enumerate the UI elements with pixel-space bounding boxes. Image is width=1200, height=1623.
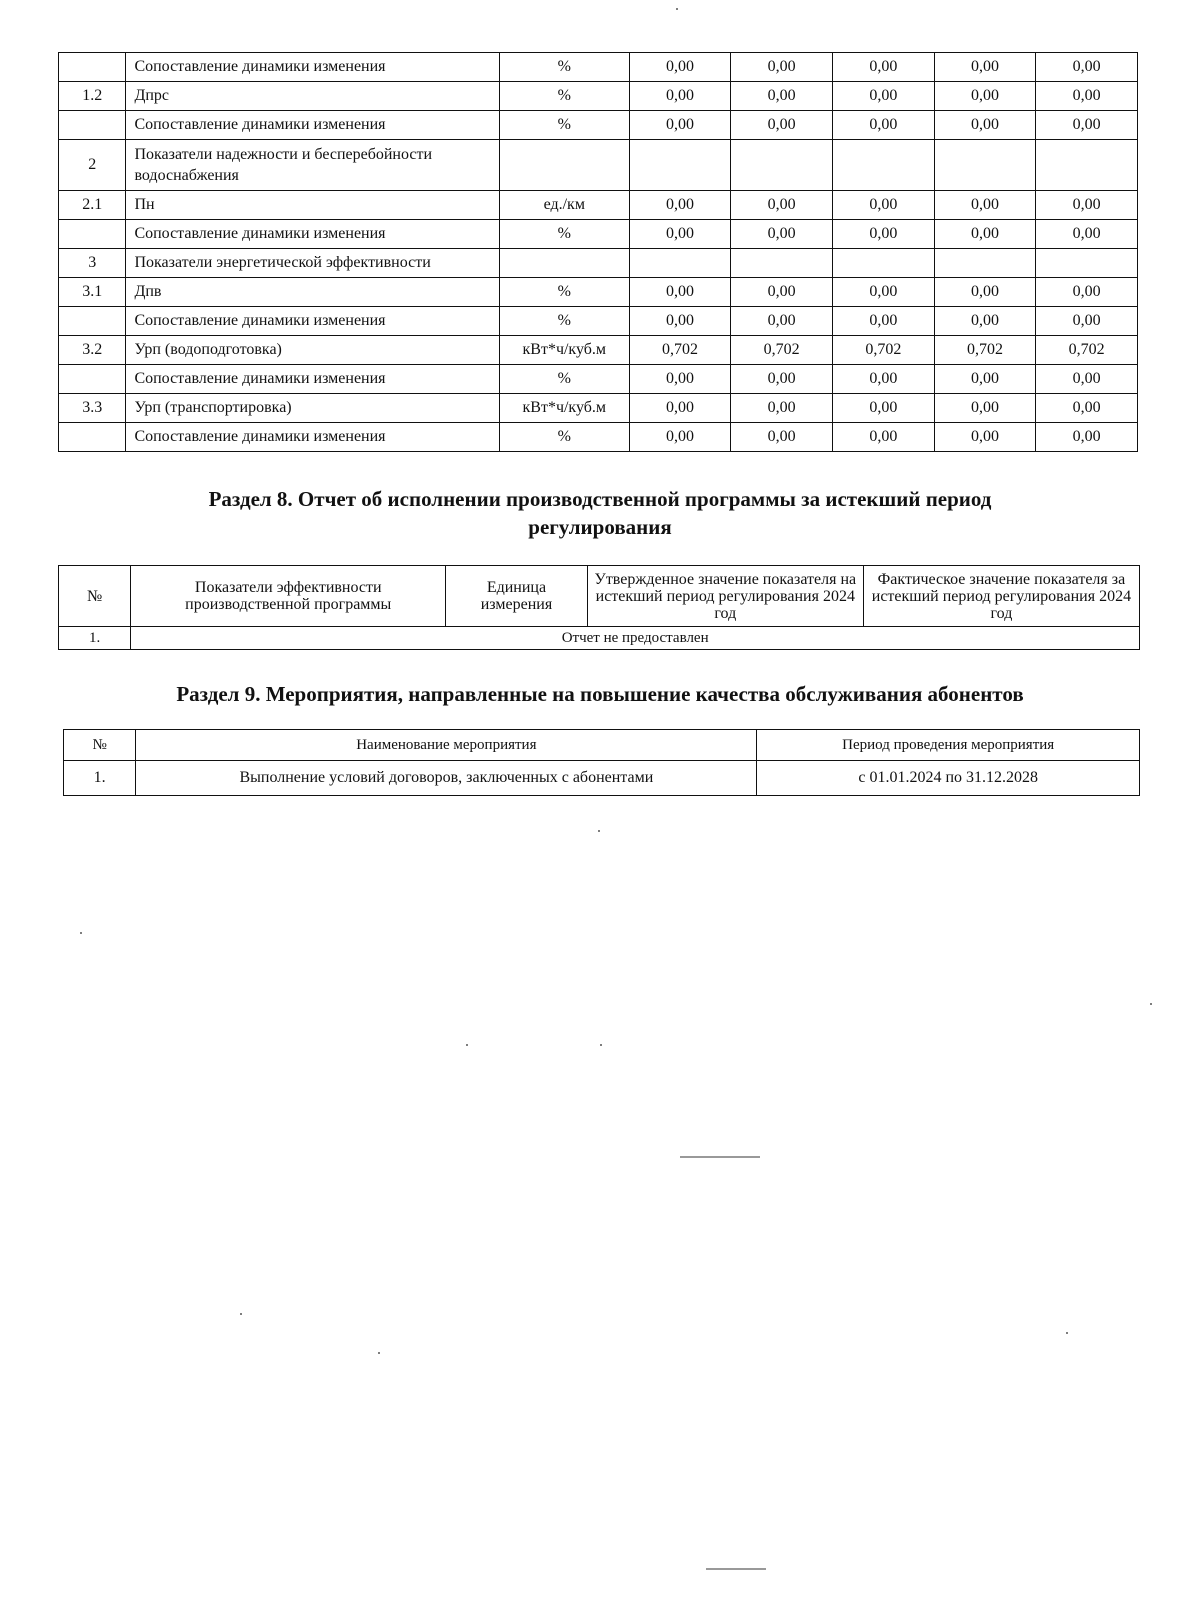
row-value: 0,00 xyxy=(629,394,731,423)
table-row xyxy=(59,278,1138,307)
row-value: 0,00 xyxy=(629,365,731,394)
scan-speck xyxy=(1150,1003,1152,1005)
row-value: 0,00 xyxy=(833,365,935,394)
row-unit xyxy=(499,249,629,278)
scan-speck xyxy=(676,8,678,10)
row-value: 0,00 xyxy=(934,394,1036,423)
row-value: 0,00 xyxy=(629,53,731,82)
row-unit: % xyxy=(499,307,629,336)
row-value: 0,00 xyxy=(731,278,833,307)
row-indicator-name: Сопоставление динамики изменения xyxy=(126,423,499,452)
row-value: 0,00 xyxy=(731,307,833,336)
header-unit: Единица измерения xyxy=(446,566,588,627)
row-value: 0,00 xyxy=(833,278,935,307)
row-value xyxy=(731,249,833,278)
row-value: 0,702 xyxy=(1036,336,1138,365)
row-value: 0,00 xyxy=(731,111,833,140)
row-num: 3 xyxy=(59,249,126,278)
row-value: 0,00 xyxy=(833,82,935,111)
row-value: 0,702 xyxy=(629,336,731,365)
row-value xyxy=(833,249,935,278)
row-value xyxy=(934,249,1036,278)
row-value: 0,00 xyxy=(629,82,731,111)
table-row xyxy=(59,191,1138,220)
row-value: 0,00 xyxy=(731,394,833,423)
row-indicator-name: Показатели надежности и бесперебойности водоснабжения xyxy=(126,140,499,191)
row-value xyxy=(731,140,833,191)
header-period: Период проведения мероприятия xyxy=(757,730,1140,761)
row-value: 0,00 xyxy=(1036,191,1138,220)
row-value: 0,00 xyxy=(731,423,833,452)
row-unit: % xyxy=(499,278,629,307)
row-value: 0,702 xyxy=(731,336,833,365)
row-value: 0,00 xyxy=(629,191,731,220)
table-row xyxy=(59,627,1140,650)
row-unit: % xyxy=(499,111,629,140)
row-value: 0,00 xyxy=(1036,394,1138,423)
row-value: 0,00 xyxy=(1036,220,1138,249)
table-row xyxy=(59,365,1138,394)
indicators-table-body xyxy=(59,53,1138,452)
row-unit: кВт*ч/куб.м xyxy=(499,336,629,365)
row-value: 0,00 xyxy=(833,394,935,423)
row-value xyxy=(833,140,935,191)
scan-speck xyxy=(598,830,600,832)
table-row xyxy=(59,220,1138,249)
row-value: 0,00 xyxy=(833,53,935,82)
section-8-heading: Раздел 8. Отчет об исполнении производственной программы за истекший период регулирования xyxy=(208,487,992,539)
row-value: 0,00 xyxy=(1036,365,1138,394)
row-value xyxy=(1036,140,1138,191)
row-value: 0,00 xyxy=(833,423,935,452)
table-row xyxy=(59,394,1138,423)
row-value: 0,00 xyxy=(731,365,833,394)
row-value: 0,00 xyxy=(934,191,1036,220)
row-num: 1. xyxy=(59,627,131,650)
scan-speck xyxy=(378,1352,380,1354)
table-row xyxy=(59,140,1138,191)
row-value: 0,00 xyxy=(934,53,1036,82)
row-unit xyxy=(499,140,629,191)
row-value: 0,00 xyxy=(629,278,731,307)
row-value: 0,00 xyxy=(833,191,935,220)
row-indicator-name: Показатели энергетической эффективности xyxy=(126,249,499,278)
scan-speck xyxy=(600,1044,602,1046)
row-num xyxy=(59,423,126,452)
row-num xyxy=(59,365,126,394)
row-unit: % xyxy=(499,365,629,394)
section-9-header-row xyxy=(64,730,1140,761)
scan-speck xyxy=(80,932,82,934)
row-value: 0,00 xyxy=(934,423,1036,452)
row-indicator-name: Дпрс xyxy=(126,82,499,111)
indicators-table xyxy=(58,52,1138,452)
section-9-heading: Раздел 9. Мероприятия, направленные на повышение качества обслуживания абонентов xyxy=(176,682,1024,706)
section-8-table xyxy=(58,565,1140,650)
table-row xyxy=(59,82,1138,111)
scan-speck xyxy=(1066,1332,1068,1334)
row-num xyxy=(59,111,126,140)
row-num: 1.2 xyxy=(59,82,126,111)
scan-speck xyxy=(240,1313,242,1315)
row-value: 0,00 xyxy=(731,220,833,249)
row-unit: % xyxy=(499,53,629,82)
row-value: 0,00 xyxy=(1036,278,1138,307)
row-value: 0,00 xyxy=(934,111,1036,140)
row-value: 0,00 xyxy=(731,82,833,111)
row-value xyxy=(629,140,731,191)
row-value: 0,00 xyxy=(1036,111,1138,140)
row-num xyxy=(59,53,126,82)
scan-streak xyxy=(706,1568,766,1570)
row-num: 2.1 xyxy=(59,191,126,220)
scan-streak xyxy=(680,1156,760,1158)
row-num xyxy=(59,220,126,249)
row-value: 0,00 xyxy=(731,53,833,82)
row-text: Отчет не предоставлен xyxy=(131,627,1140,650)
row-value: 0,00 xyxy=(629,307,731,336)
row-value: 0,00 xyxy=(1036,307,1138,336)
row-value: 0,00 xyxy=(934,365,1036,394)
row-value: 0,00 xyxy=(629,220,731,249)
row-num: 1. xyxy=(64,761,136,796)
row-indicator-name: Сопоставление динамики изменения xyxy=(126,307,499,336)
header-approved: Утвержденное значение показателя на истекший период регулирования 2024 год xyxy=(587,566,863,627)
row-name: Выполнение условий договоров, заключенных с абонентами xyxy=(136,761,757,796)
row-indicator-name: Сопоставление динамики изменения xyxy=(126,53,499,82)
row-value: 0,00 xyxy=(629,111,731,140)
row-value: 0,00 xyxy=(731,191,833,220)
scan-speck xyxy=(466,1044,468,1046)
row-value: 0,00 xyxy=(934,278,1036,307)
table-row xyxy=(59,336,1138,365)
row-num: 3.1 xyxy=(59,278,126,307)
row-num: 3.3 xyxy=(59,394,126,423)
row-value xyxy=(1036,249,1138,278)
row-num: 3.2 xyxy=(59,336,126,365)
row-value: 0,00 xyxy=(833,307,935,336)
row-value: 0,00 xyxy=(934,307,1036,336)
table-row xyxy=(59,111,1138,140)
header-num: № xyxy=(64,730,136,761)
row-value: 0,702 xyxy=(833,336,935,365)
table-row xyxy=(59,53,1138,82)
row-value: 0,00 xyxy=(1036,53,1138,82)
row-value: 0,00 xyxy=(934,220,1036,249)
row-value: 0,00 xyxy=(1036,423,1138,452)
row-unit: % xyxy=(499,423,629,452)
row-value: 0,00 xyxy=(934,82,1036,111)
row-unit: ед./км xyxy=(499,191,629,220)
row-unit: кВт*ч/куб.м xyxy=(499,394,629,423)
row-indicator-name: Дпв xyxy=(126,278,499,307)
header-indicator: Показатели эффективности производственной программы xyxy=(131,566,446,627)
row-num xyxy=(59,307,126,336)
table-row xyxy=(59,423,1138,452)
row-num: 2 xyxy=(59,140,126,191)
row-indicator-name: Урп (водоподготовка) xyxy=(126,336,499,365)
row-period: с 01.01.2024 по 31.12.2028 xyxy=(757,761,1140,796)
row-indicator-name: Пн xyxy=(126,191,499,220)
row-unit: % xyxy=(499,220,629,249)
row-value: 0,00 xyxy=(833,220,935,249)
row-value xyxy=(629,249,731,278)
row-indicator-name: Сопоставление динамики изменения xyxy=(126,111,499,140)
header-actual: Фактическое значение показателя за истекший период регулирования 2024 год xyxy=(863,566,1139,627)
section-8-header-row xyxy=(59,566,1140,627)
row-indicator-name: Урп (транспортировка) xyxy=(126,394,499,423)
row-value: 0,00 xyxy=(1036,82,1138,111)
header-name: Наименование мероприятия xyxy=(136,730,757,761)
row-indicator-name: Сопоставление динамики изменения xyxy=(126,220,499,249)
row-unit: % xyxy=(499,82,629,111)
header-num: № xyxy=(59,566,131,627)
row-value: 0,00 xyxy=(833,111,935,140)
row-value xyxy=(934,140,1036,191)
table-row xyxy=(64,761,1140,796)
table-row xyxy=(59,249,1138,278)
section-9-table xyxy=(63,729,1140,796)
row-indicator-name: Сопоставление динамики изменения xyxy=(126,365,499,394)
row-value: 0,00 xyxy=(629,423,731,452)
table-row xyxy=(59,307,1138,336)
row-value: 0,702 xyxy=(934,336,1036,365)
